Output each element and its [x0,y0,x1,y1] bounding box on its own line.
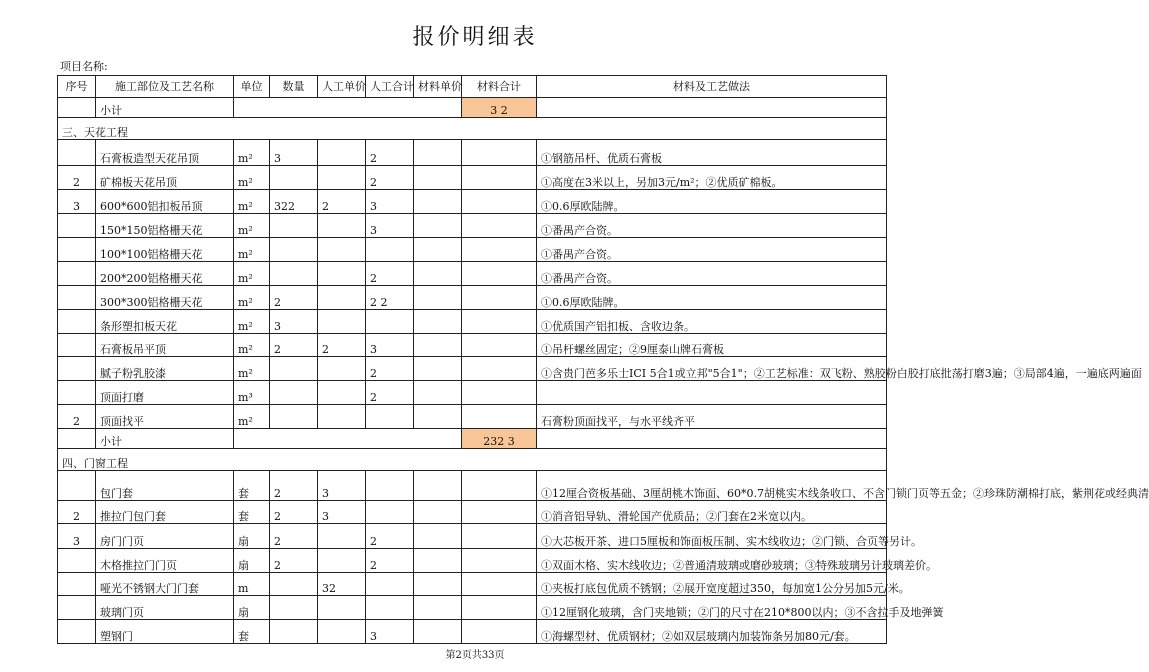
row-unit: m² [234,357,270,381]
row-labor-price [318,262,366,286]
row-material-total [462,214,537,238]
row-labor-total [366,501,414,524]
row-labor-price [318,524,366,549]
row-material-price [414,166,462,190]
row-material-price [414,357,462,381]
row-material-total [462,334,537,357]
row-labor-total: 3 [366,620,414,644]
row-name: 房门门页 [96,524,234,549]
header-mprice: 材料单价 [414,76,462,98]
row-labor-total: 3 [366,334,414,357]
row-name: 200*200铝格栅天花 [96,262,234,286]
row-name: 150*150铝格栅天花 [96,214,234,238]
row-seq: 2 [58,501,96,524]
row-seq [58,310,96,334]
row-description: ①0.6厚欧陆牌。 [537,286,887,310]
row-name: 木格推拉门门页 [96,549,234,573]
row-material-total [462,262,537,286]
row-qty: 2 [270,286,318,310]
page-title: 报价明细表 [412,25,538,50]
row-labor-price [318,310,366,334]
row-material-total [462,471,537,501]
subtotal-material-total: 232 3 [462,429,537,449]
row-material-price [414,573,462,596]
row-seq [58,262,96,286]
row-unit: 扇 [234,596,270,620]
row-description [537,381,887,405]
row-name: 包门套 [96,471,234,501]
row-labor-total [366,310,414,334]
row-material-price [414,549,462,573]
row-description: ①高度在3米以上，另加3元/m²；②优质矿棉板。 [537,166,887,190]
row-material-total [462,620,537,644]
row-unit: 套 [234,471,270,501]
row-labor-price [318,238,366,262]
table-row [58,262,887,286]
row-seq [58,549,96,573]
row-labor-price [318,214,366,238]
subtotal-material-total: 3 2 [462,98,537,118]
row-description: ①钢筋吊杆、优质石膏板 [537,140,887,166]
row-seq [58,573,96,596]
row-seq [58,357,96,381]
row-description: ①消音铝导轨、滑轮国产优质品；②门套在2米宽以内。 [537,501,887,524]
row-material-total [462,357,537,381]
row-material-price [414,190,462,214]
row-qty: 2 [270,524,318,549]
row-unit: m [234,573,270,596]
table-row [58,405,887,429]
row-labor-price [318,140,366,166]
row-material-price [414,471,462,501]
row-seq [58,596,96,620]
page-footer: 第2页共33页 [445,650,505,661]
row-labor-price [318,596,366,620]
row-qty [270,405,318,429]
header-ltotal: 人工合计 [366,76,414,98]
row-labor-total: 3 [366,190,414,214]
table-row [58,471,887,501]
row-labor-total: 2 [366,166,414,190]
row-qty [270,381,318,405]
row-seq [58,381,96,405]
row-seq [58,286,96,310]
row-seq [58,471,96,501]
row-qty: 322 [270,190,318,214]
row-qty: 3 [270,310,318,334]
row-unit: m² [234,334,270,357]
row-description: ①优质国产铝扣板、含收边条。 [537,310,887,334]
row-labor-total [366,238,414,262]
quote-table [57,75,1149,644]
section-header-ceiling [58,118,887,140]
table-row [58,620,887,644]
row-qty [270,596,318,620]
row-seq [58,620,96,644]
section-title: 三、天花工程 [58,118,887,140]
row-qty: 2 [270,334,318,357]
header-unit: 单位 [234,76,270,98]
row-labor-price: 3 [318,501,366,524]
row-labor-total: 2 [366,357,414,381]
header-qty: 数量 [270,76,318,98]
header-lprice: 人工单价 [318,76,366,98]
row-material-total [462,524,537,549]
row-seq: 3 [58,190,96,214]
row-qty [270,620,318,644]
row-name: 矿棉板天花吊顶 [96,166,234,190]
row-seq: 2 [58,405,96,429]
row-labor-price [318,549,366,573]
row-labor-total [366,471,414,501]
row-material-price [414,524,462,549]
table-row [58,310,887,334]
row-material-price [414,405,462,429]
row-labor-price [318,286,366,310]
row-labor-price: 3 [318,471,366,501]
row-description: ①0.6厚欧陆牌。 [537,190,887,214]
row-material-price [414,596,462,620]
row-unit: 扇 [234,524,270,549]
row-labor-total [366,405,414,429]
row-material-total [462,573,537,596]
row-seq [58,334,96,357]
table-row [58,596,887,620]
table-row [58,286,887,310]
row-material-total [462,549,537,573]
row-unit: m² [234,405,270,429]
row-labor-total: 2 [366,140,414,166]
row-material-total [462,501,537,524]
row-unit: m² [234,238,270,262]
row-unit: m² [234,166,270,190]
row-material-price [414,310,462,334]
table-row [58,214,887,238]
table-row [58,166,887,190]
section-header-doors [58,449,887,471]
row-material-price [414,381,462,405]
row-material-price [414,620,462,644]
row-name: 顶面打磨 [96,381,234,405]
row-seq: 2 [58,166,96,190]
header-seq: 序号 [58,76,96,98]
row-description: ①番禺产合资。 [537,214,887,238]
row-qty: 2 [270,471,318,501]
row-material-total [462,310,537,334]
row-description: ①夹板打底包优质不锈钢；②展开宽度超过350，每加宽1公分另加5元/米。 [537,573,887,596]
row-labor-total: 3 [366,214,414,238]
row-unit: m² [234,140,270,166]
row-material-total [462,166,537,190]
row-labor-total: 2 [366,262,414,286]
header-mtotal: 材料合计 [462,76,537,98]
subtotal-label: 小计 [96,429,234,449]
row-name: 石膏板造型天花吊顶 [96,140,234,166]
row-name: 哑光不锈钢大门门套 [96,573,234,596]
row-labor-total: 2 [366,549,414,573]
row-description: ①吊杆螺丝固定；②9厘泰山牌石膏板 [537,334,887,357]
row-material-total [462,238,537,262]
row-labor-total [366,573,414,596]
row-seq [58,140,96,166]
row-seq [58,214,96,238]
header-row [58,76,887,98]
table-row [58,549,887,573]
table-row [58,501,887,524]
table-row [58,524,887,549]
row-material-total [462,381,537,405]
row-name: 300*300铝格栅天花 [96,286,234,310]
row-description: ①大芯板开茶、进口5厘板和饰面板压制、实木线收边；②门锁、合页等另计。 [537,524,887,549]
subtotal-label: 小计 [96,98,234,118]
table-row [58,190,887,214]
header-name: 施工部位及工艺名称 [96,76,234,98]
row-qty: 2 [270,549,318,573]
row-unit: m² [234,262,270,286]
row-labor-price: 2 [318,334,366,357]
row-qty [270,166,318,190]
row-material-price [414,214,462,238]
table-row [58,334,887,357]
row-material-price [414,262,462,286]
row-labor-price [318,166,366,190]
row-material-price [414,286,462,310]
row-labor-price: 32 [318,573,366,596]
subtotal-row [58,429,887,449]
row-material-total [462,596,537,620]
row-material-total [462,190,537,214]
row-description: 石膏粉顶面找平，与水平线齐平 [537,405,887,429]
row-labor-price [318,357,366,381]
row-unit: m² [234,190,270,214]
row-labor-price [318,381,366,405]
row-unit: m² [234,310,270,334]
row-qty [270,238,318,262]
row-labor-total: 2 [366,524,414,549]
project-name-label: 项目名称: [60,60,108,73]
row-name: 石膏板吊平顶 [96,334,234,357]
subtotal-row [58,98,887,118]
row-labor-price [318,620,366,644]
row-material-price [414,501,462,524]
row-qty: 3 [270,140,318,166]
row-description: ①番禺产合资。 [537,238,887,262]
row-name: 100*100铝格栅天花 [96,238,234,262]
row-name: 顶面找平 [96,405,234,429]
row-qty: 2 [270,501,318,524]
row-labor-price [318,405,366,429]
row-name: 推拉门包门套 [96,501,234,524]
table-row [58,573,887,596]
row-description: ①含贵门芭多乐士ICI 5合1或立邦"5合1"；②工艺标准：双飞粉、熟胶粉白胶打底批荡打磨3遍；③局部4遍，一遍底两遍面 [537,357,887,381]
row-qty [270,262,318,286]
row-material-total [462,286,537,310]
row-seq [58,238,96,262]
row-qty [270,214,318,238]
row-material-price [414,334,462,357]
row-name: 塑钢门 [96,620,234,644]
row-labor-total [366,596,414,620]
row-material-total [462,140,537,166]
row-name: 腻子粉乳胶漆 [96,357,234,381]
row-unit: 套 [234,620,270,644]
row-unit: m² [234,214,270,238]
row-material-price [414,140,462,166]
row-description: ①12厘钢化玻璃，含门夹地锁；②门的尺寸在210*800以内；③不含拉手及地弹簧 [537,596,887,620]
row-material-price [414,238,462,262]
section-title: 四、门窗工程 [58,449,887,471]
row-labor-total: 2 2 [366,286,414,310]
row-name: 条形塑扣板天花 [96,310,234,334]
row-name: 600*600铝扣板吊顶 [96,190,234,214]
row-labor-total: 2 [366,381,414,405]
row-labor-price: 2 [318,190,366,214]
row-unit: 套 [234,501,270,524]
row-description: ①双面木格、实木线收边；②普通清玻璃或磨砂玻璃；③特殊玻璃另计玻璃差价。 [537,549,887,573]
row-material-total [462,405,537,429]
table-row [58,357,887,381]
table-row [58,381,887,405]
row-seq: 3 [58,524,96,549]
header-desc: 材料及工艺做法 [537,76,887,98]
row-name: 玻璃门页 [96,596,234,620]
row-unit: 扇 [234,549,270,573]
table-row [58,238,887,262]
row-qty [270,573,318,596]
row-description: ①12厘合资板基础、3厘胡桃木饰面、60*0.7胡桃实木线条收口、不含门锁门页等五金；②珍珠防潮棉打底，紫荆花或经典清 [537,471,887,501]
row-description: ①海螺型材、优质钢材；②如双层玻璃内加装饰条另加80元/套。 [537,620,887,644]
table-row [58,140,887,166]
row-unit: m³ [234,381,270,405]
row-description: ①番禺产合资。 [537,262,887,286]
row-qty [270,357,318,381]
row-unit: m² [234,286,270,310]
